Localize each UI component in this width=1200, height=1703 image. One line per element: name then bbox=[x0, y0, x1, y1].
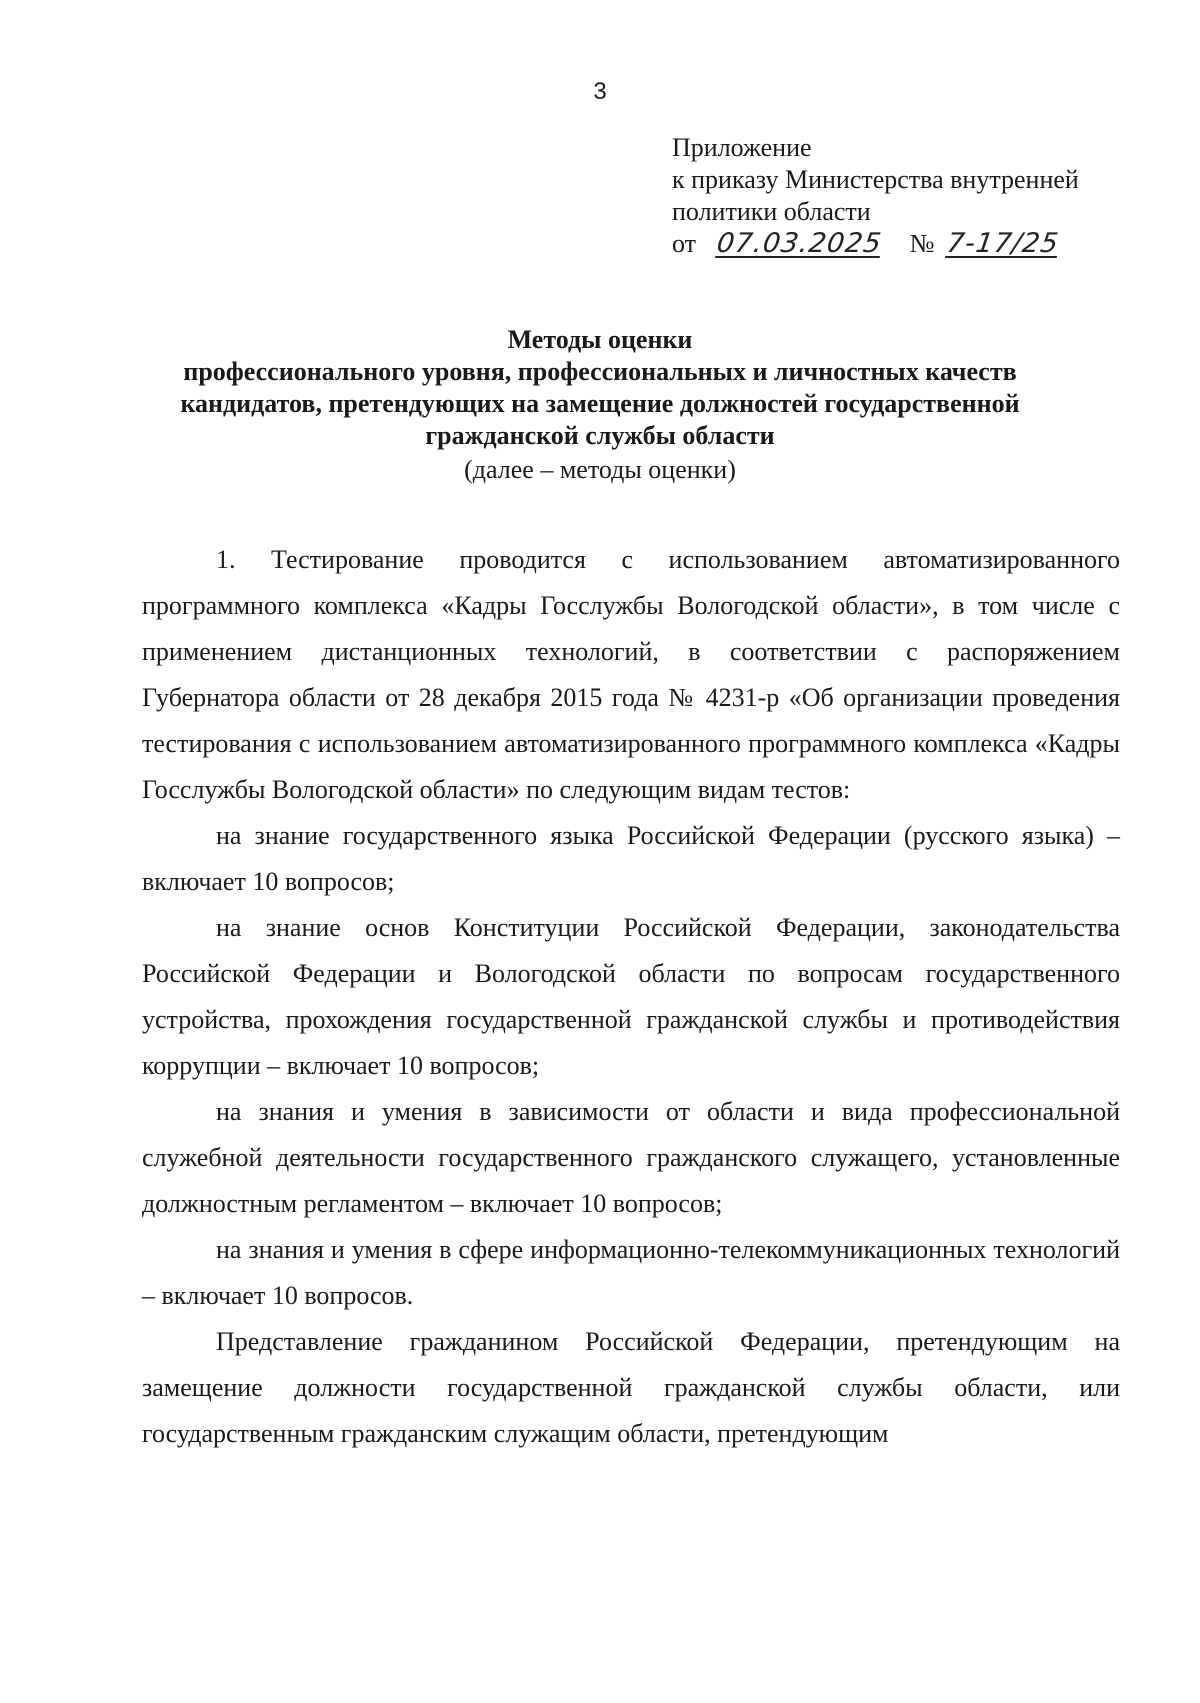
order-number-prefix: № bbox=[909, 229, 935, 258]
body-paragraph: на знания и умения в зависимости от области и вида профессиональной служебной деятельности государственного гражданского служащего, установленные должностным регламентом – включает 10 вопросов; bbox=[142, 1097, 1120, 1218]
body-paragraph: на знание государственного языка Российской Федерации (русского языка) – включает 10 вопросов; bbox=[142, 821, 1120, 896]
appendix-title: Приложение bbox=[672, 133, 812, 162]
document-title-block bbox=[100, 324, 1100, 486]
document-title-line-1: Методы оценки bbox=[507, 325, 693, 354]
order-number-handwritten: 7-17/25 bbox=[944, 228, 1061, 259]
body-paragraph: на знание основ Конституции Российской Федерации, законодательства Российской Федерации и Вологодской области по вопросам государственного устройства, прохождения государственной гражданской службы и противодействия коррупции – включает 10 вопросов; bbox=[142, 913, 1120, 1080]
document-subtitle: (далее – методы оценки) bbox=[464, 455, 736, 484]
document-title-line-2: профессионального уровня, профессиональных и личностных качеств bbox=[183, 357, 1017, 386]
appendix-order-issuer: политики области bbox=[672, 197, 871, 226]
document-body bbox=[142, 537, 1120, 1457]
order-date-prefix: от bbox=[672, 229, 697, 258]
body-paragraph: на знания и умения в сфере информационно-телекоммуникационных технологий – включает 10 вопросов. bbox=[142, 1235, 1120, 1310]
body-paragraph: Представление гражданином Российской Федерации, претендующим на замещение должности государственной гражданской службы области, или государственным гражданским служащим области, претендующим bbox=[142, 1327, 1120, 1448]
document-title-line-3: кандидатов, претендующих на замещение должностей государственной bbox=[180, 389, 1020, 418]
order-date-handwritten: 07.03.2025 bbox=[714, 228, 884, 259]
body-paragraph: 1. Тестирование проводится с использованием автоматизированного программного комплекса «Кадры Госслужбы Вологодской области», в том числе с применением дистанционных технологий, в соответствии с распоряжением Губернатора области от 28 декабря 2015 года № 4231-р «Об организации проведения тестирования с использованием автоматизированного программного комплекса «Кадры Госслужбы Вологодской области» по следующим видам тестов: bbox=[142, 545, 1120, 804]
appendix-order-reference: к приказу Министерства внутренней bbox=[672, 165, 1079, 194]
page-number: 3 bbox=[593, 78, 607, 105]
order-date-number-line bbox=[672, 228, 1142, 260]
appendix-header bbox=[672, 132, 1142, 260]
document-title-line-4: гражданской службы области bbox=[425, 421, 775, 450]
